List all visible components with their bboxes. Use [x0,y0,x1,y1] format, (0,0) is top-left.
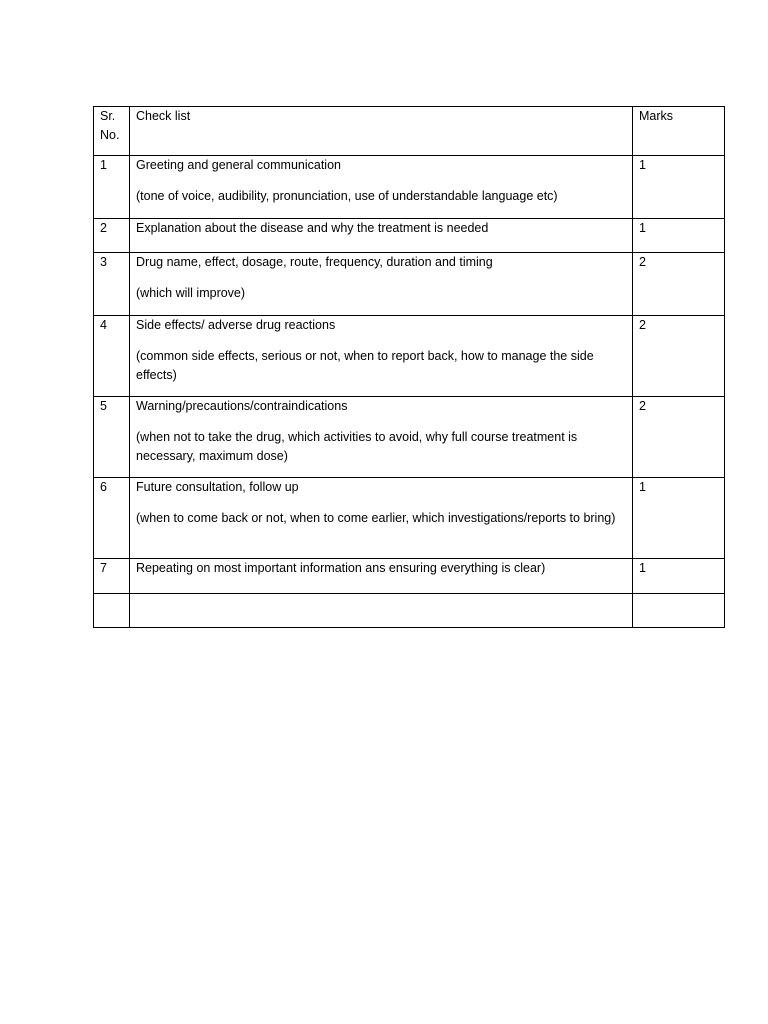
empty-marks-cell [633,594,725,628]
marks-cell: 2 [633,253,725,316]
sr-no-cell: 6 [94,478,130,559]
table-row [94,156,725,219]
marks-cell: 1 [633,559,725,594]
sr-no-cell: 2 [94,219,130,253]
empty-item-cell [130,594,633,628]
check-item-cell [130,156,633,219]
marks-cell: 1 [633,478,725,559]
sr-no-cell: 3 [94,253,130,316]
sr-no-cell: 5 [94,397,130,478]
check-item-title: Greeting and general communication [136,158,341,172]
check-item-title: Side effects/ adverse drug reactions [136,318,336,332]
check-item-detail: (which will improve) [136,286,246,300]
check-item-detail: (when not to take the drug, which activities to avoid, why full course treatment is necessary, maximum dose) [136,430,578,463]
header-marks: Marks [633,107,725,156]
table-row [94,253,725,316]
table-row [94,316,725,397]
check-item-title: Repeating on most important information ans ensuring everything is clear) [136,561,546,575]
check-item-cell [130,397,633,478]
check-item-cell [130,219,633,253]
table-row [94,219,725,253]
empty-sr-cell [94,594,130,628]
check-item-detail: (common side effects, serious or not, when to report back, how to manage the side effects) [136,349,594,382]
sr-no-cell: 4 [94,316,130,397]
header-sr-no: Sr. No. [94,107,130,156]
table-row [94,559,725,594]
marks-cell: 2 [633,397,725,478]
check-item-cell [130,478,633,559]
marks-cell: 1 [633,219,725,253]
check-item-title: Warning/precautions/contraindications [136,399,348,413]
table-row [94,478,725,559]
check-item-cell [130,316,633,397]
empty-table-row [94,594,725,628]
check-item-cell [130,253,633,316]
checklist-table [93,106,725,628]
header-check-list: Check list [130,107,633,156]
sr-no-cell: 7 [94,559,130,594]
check-item-title: Explanation about the disease and why the treatment is needed [136,221,489,235]
check-item-detail: (tone of voice, audibility, pronunciation, use of understandable language etc) [136,189,558,203]
check-item-title: Future consultation, follow up [136,480,299,494]
check-item-title: Drug name, effect, dosage, route, frequency, duration and timing [136,255,493,269]
check-item-cell [130,559,633,594]
table-header-row [94,107,725,156]
marks-cell: 1 [633,156,725,219]
check-item-detail: (when to come back or not, when to come earlier, which investigations/reports to bring) [136,511,616,525]
sr-no-cell: 1 [94,156,130,219]
table-row [94,397,725,478]
marks-cell: 2 [633,316,725,397]
